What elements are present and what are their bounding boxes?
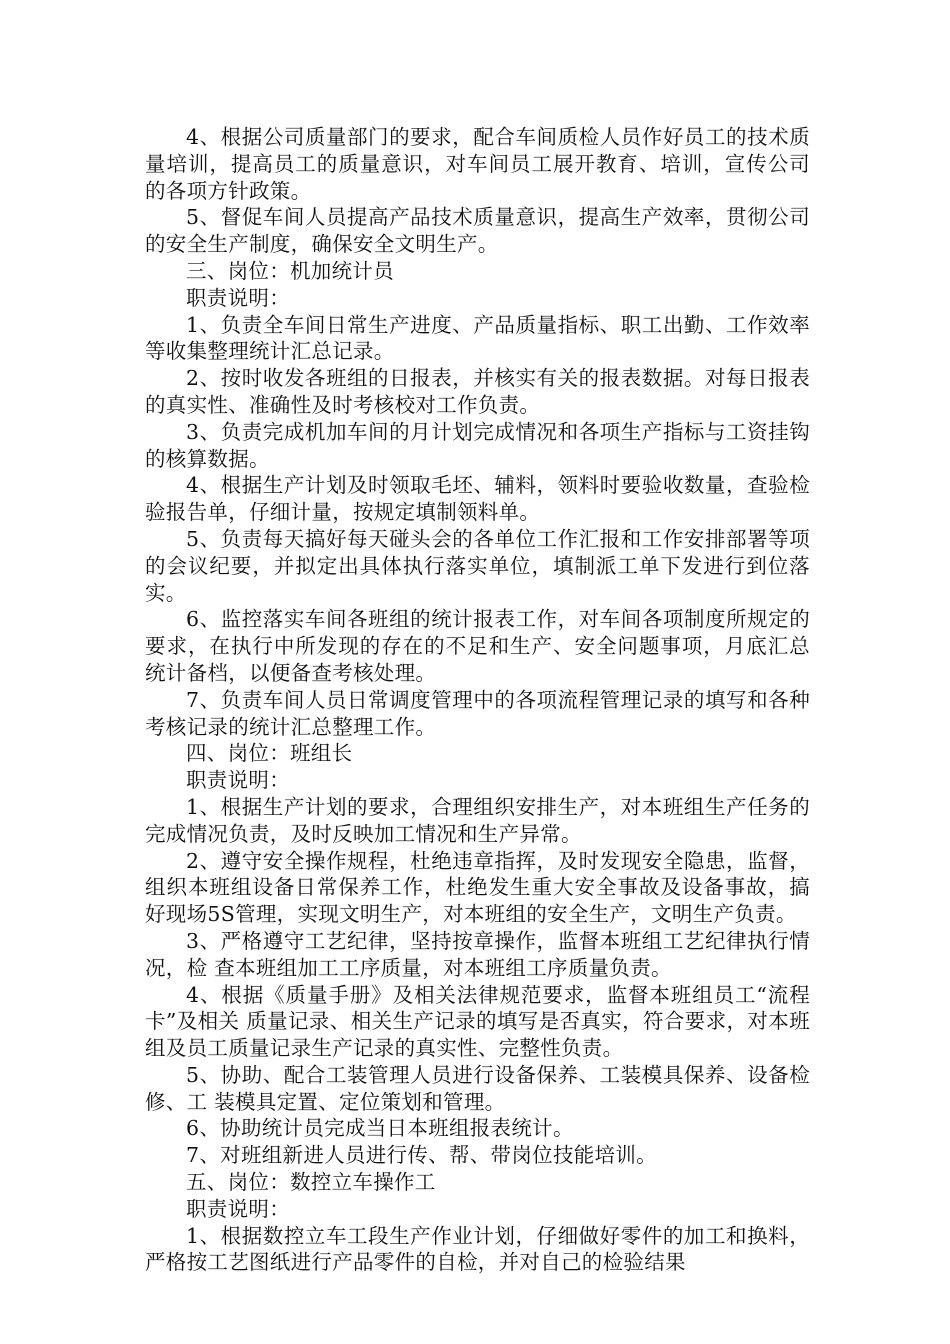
paragraph-statistician-duty-7: 7、负责车间人员日常调度管理中的各项流程管理记录的填写和各种考核记录的统计汇总整理工作。	[145, 687, 810, 739]
duty-label: 职责说明：	[186, 1196, 290, 1221]
paragraph-statistician-duty-5: 5、负责每天搞好每天碰头会的各单位工作汇报和工作安排部署等项的会议纪要，并拟定出具体执行落实单位，填制派工单下发进行到位落实。	[145, 526, 810, 605]
paragraph-team-leader-duty-1: 1、根据生产计划的要求，合理组织安排生产，对本班组生产任务的完成情况负责，及时反映加工情况和生产异常。	[145, 794, 810, 846]
paragraph-statistician-duty-2: 2、按时收发各班组的日报表，并核实有关的报表数据。对每日报表的真实性、准确性及时考核校对工作负责。	[145, 366, 810, 417]
paragraph-team-leader-duty-3: 3、严格遵守工艺纪律，坚持按章操作，监督本班组工艺纪律执行情况，检 查本班组加工工序质量，对本班组工序质量负责。	[145, 928, 810, 980]
paragraph-team-leader-duty-5: 5、协助、配合工装管理人员进行设备保养、工装模具保养、设备检修、工 装模具定置、定位策划和管理。	[145, 1062, 810, 1114]
paragraph-quality-training: 4、根据公司质量部门的要求，配合车间质检人员作好员工的技术质量培训，提高员工的质量意识，对车间员工展开教育、培训，宣传公司的各项方针政策。	[145, 125, 810, 203]
section-heading-team-leader: 四、岗位：班组长	[186, 741, 353, 766]
section-heading-statistician: 三、岗位：机加统计员	[186, 258, 394, 283]
paragraph-team-leader-duty-6: 6、协助统计员完成当日本班组报表统计。	[186, 1116, 574, 1141]
paragraph-safety-production: 5、督促车间人员提高产品技术质量意识，提高生产效率，贯彻公司的安全生产制度，确保安全文明生产。	[145, 205, 810, 257]
duty-label: 职责说明：	[186, 285, 290, 310]
paragraph-statistician-duty-6: 6、监控落实车间各班组的统计报表工作，对车间各项制度所规定的要求，在执行中所发现的存在的不足和生产、安全问题事项，月底汇总统计备档，以便备查考核处理。	[145, 607, 810, 685]
paragraph-cnc-operator-duty-1: 1、根据数控立车工段生产作业计划，仔细做好零件的加工和换料，严格按工艺图纸进行产品零件的自检，并对自己的检验结果	[145, 1223, 810, 1275]
section-heading-cnc-operator: 五、岗位：数控立车操作工	[186, 1170, 436, 1195]
paragraph-statistician-duty-3: 3、负责完成机加车间的月计划完成情况和各项生产指标与工资挂钩的核算数据。	[145, 419, 810, 471]
paragraph-statistician-duty-1: 1、负责全车间日常生产进度、产品质量指标、职工出勤、工作效率等收集整理统计汇总记录。	[145, 312, 810, 364]
paragraph-team-leader-duty-2: 2、遵守安全操作规程，杜绝违章指挥，及时发现安全隐患，监督，组织本班组设备日常保养工作，杜绝发生重大安全事故及设备事故，搞好现场5S管理，实现文明生产，对本班组的安全生产，文明生产负责。	[145, 848, 810, 927]
paragraph-team-leader-duty-7: 7、对班组新进人员进行传、帮、带岗位技能培训。	[186, 1143, 657, 1168]
paragraph-statistician-duty-4: 4、根据生产计划及时领取毛坯、辅料，领料时要验收数量，查验检验报告单，仔细计量，按规定填制领料单。	[145, 473, 810, 525]
paragraph-team-leader-duty-4: 4、根据《质量手册》及相关法律规范要求，监督本班组员工“流程卡”及相关 质量记录、相关生产记录的填写是否真实，符合要求，对本班组及员工质量记录生产记录的真实性、完整性负责。	[145, 982, 810, 1061]
document-body	[145, 124, 810, 1276]
duty-label: 职责说明：	[186, 768, 290, 793]
